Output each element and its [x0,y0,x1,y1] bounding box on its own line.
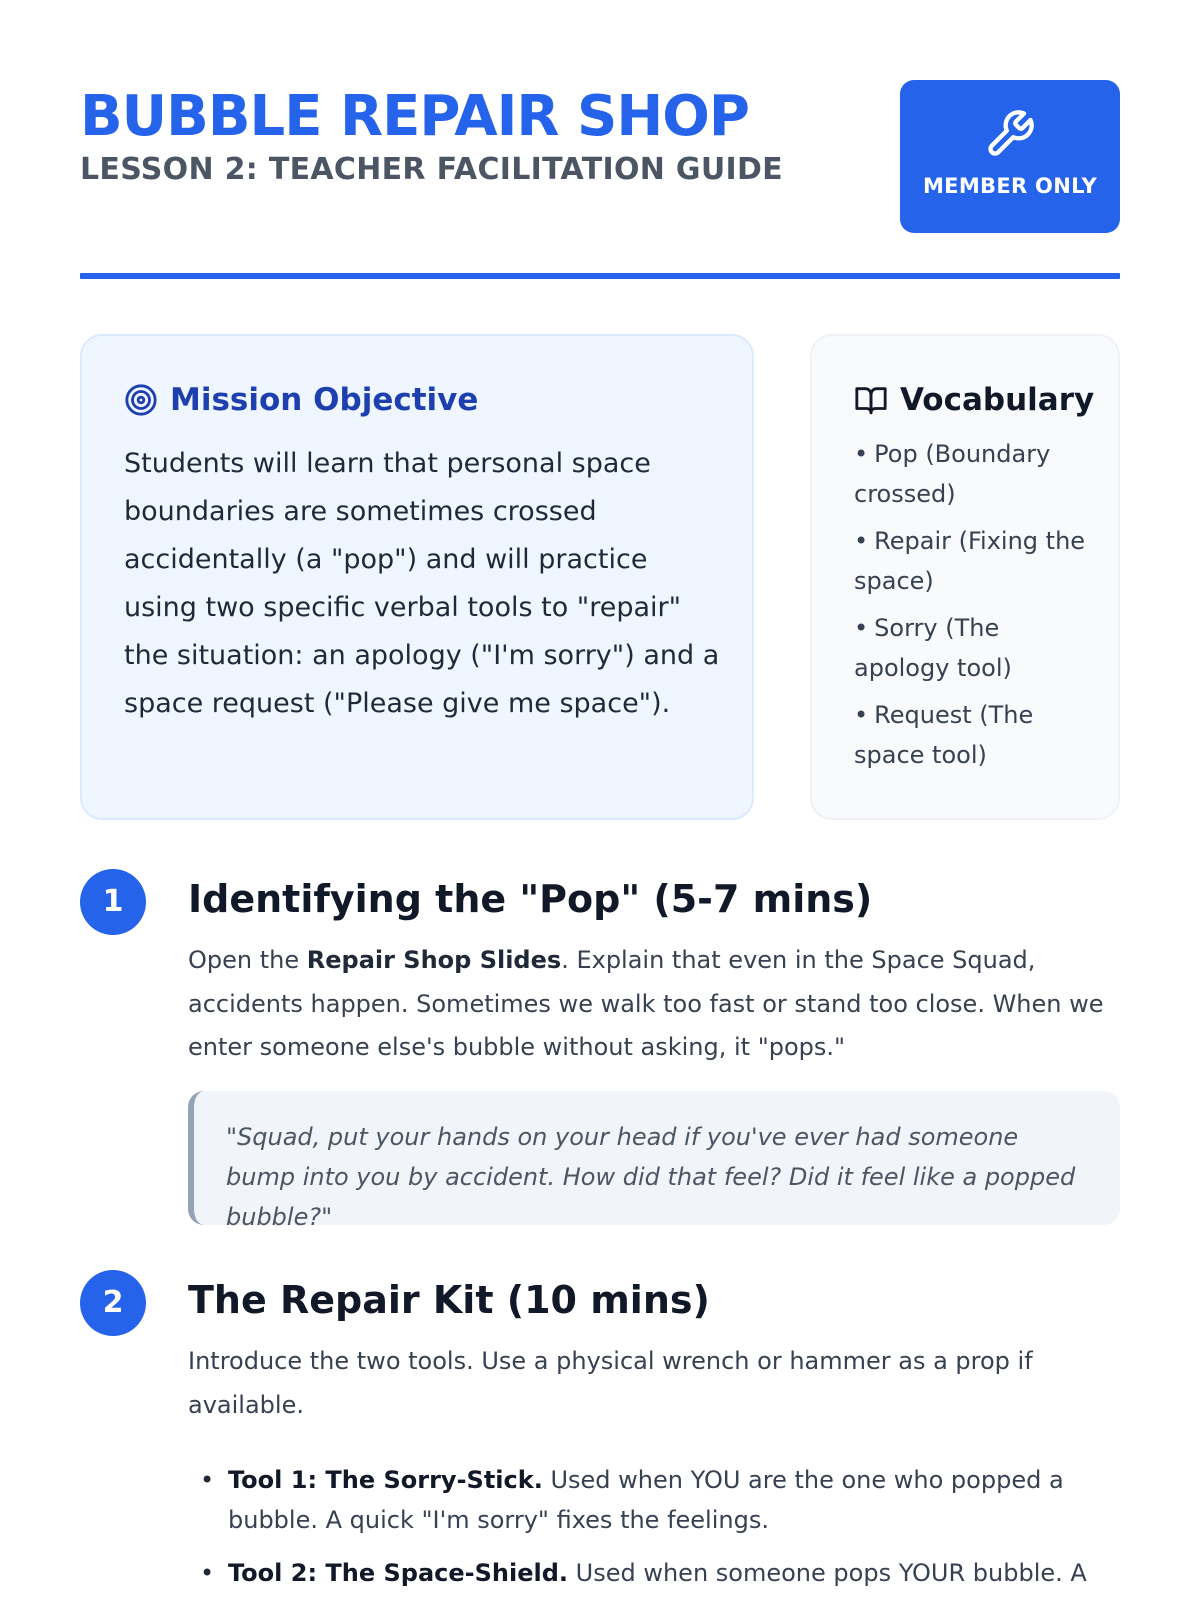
tool-name: Tool 2: The Space-Shield. [228,1559,569,1587]
repair-tools-list [188,1460,1120,1600]
section-title: The Repair Kit (10 mins) [188,1278,710,1322]
target-icon [124,383,158,417]
lesson-page [80,0,1120,1600]
book-icon [854,383,888,417]
mission-objective-title: Mission Objective [170,382,479,418]
tool-description: Used when YOU are the one who popped a bubble. A quick "I'm sorry" fixes the feelings. [228,1466,1064,1534]
page-header [80,80,1120,230]
mission-objective-text: Students will learn that personal space boundaries are sometimes crossed accidentally (a "pop") and will practice using two specific verbal tools to "repair" the situation: an apology ("I'm sorry") and a space request ("Please give me space"). [124,448,720,719]
wrench-icon [984,108,1036,160]
header-divider [80,273,1120,279]
section-text: Introduce the two tools. Use a physical wrench or hammer as a prop if available. [188,1347,1033,1419]
repair-shop-slides-emphasis: Repair Shop Slides [306,946,562,974]
tool-item [188,1553,1120,1593]
section-text-part: . Explain that even in the Space Squad, accidents happen. Sometimes we walk too fast or stand too close. When we enter someone else's bubble without asking, it "pops." [188,946,1104,1061]
vocabulary-item: • Repair (Fixing the space) [854,521,1094,601]
member-only-badge [900,80,1120,233]
vocabulary-item: • Request (The space tool) [854,695,1094,775]
page-subtitle: LESSON 2: TEACHER FACILITATION GUIDE [80,152,783,187]
section-text [188,939,1120,1070]
step-number-badge: 2 [80,1270,146,1336]
vocabulary-heading [854,380,1094,420]
section-title: Identifying the "Pop" (5-7 mins) [188,877,873,921]
vocabulary-item: • Pop (Boundary crossed) [854,434,1094,514]
page-title: BUBBLE REPAIR SHOP [80,84,749,149]
vocabulary-list [854,434,1094,782]
step-number-badge: 1 [80,869,146,935]
mission-objective-card [80,334,754,820]
tool-description: Used when someone pops YOUR bubble. A [568,1559,1087,1587]
vocabulary-item: • Sorry (The apology tool) [854,608,1094,688]
tool-item [188,1460,1120,1540]
section-text-part: Open the [188,946,307,974]
vocabulary-card [810,334,1120,820]
tool-name: Tool 1: The Sorry-Stick. [228,1466,543,1494]
mission-objective-heading [124,380,478,420]
member-only-label: MEMBER ONLY [922,174,1098,198]
teacher-script-quote: "Squad, put your hands on your head if you've ever had someone bump into you by accident. How did that feel? Did it feel like a popped bubble?" [188,1091,1120,1225]
vocabulary-title: Vocabulary [900,382,1095,418]
